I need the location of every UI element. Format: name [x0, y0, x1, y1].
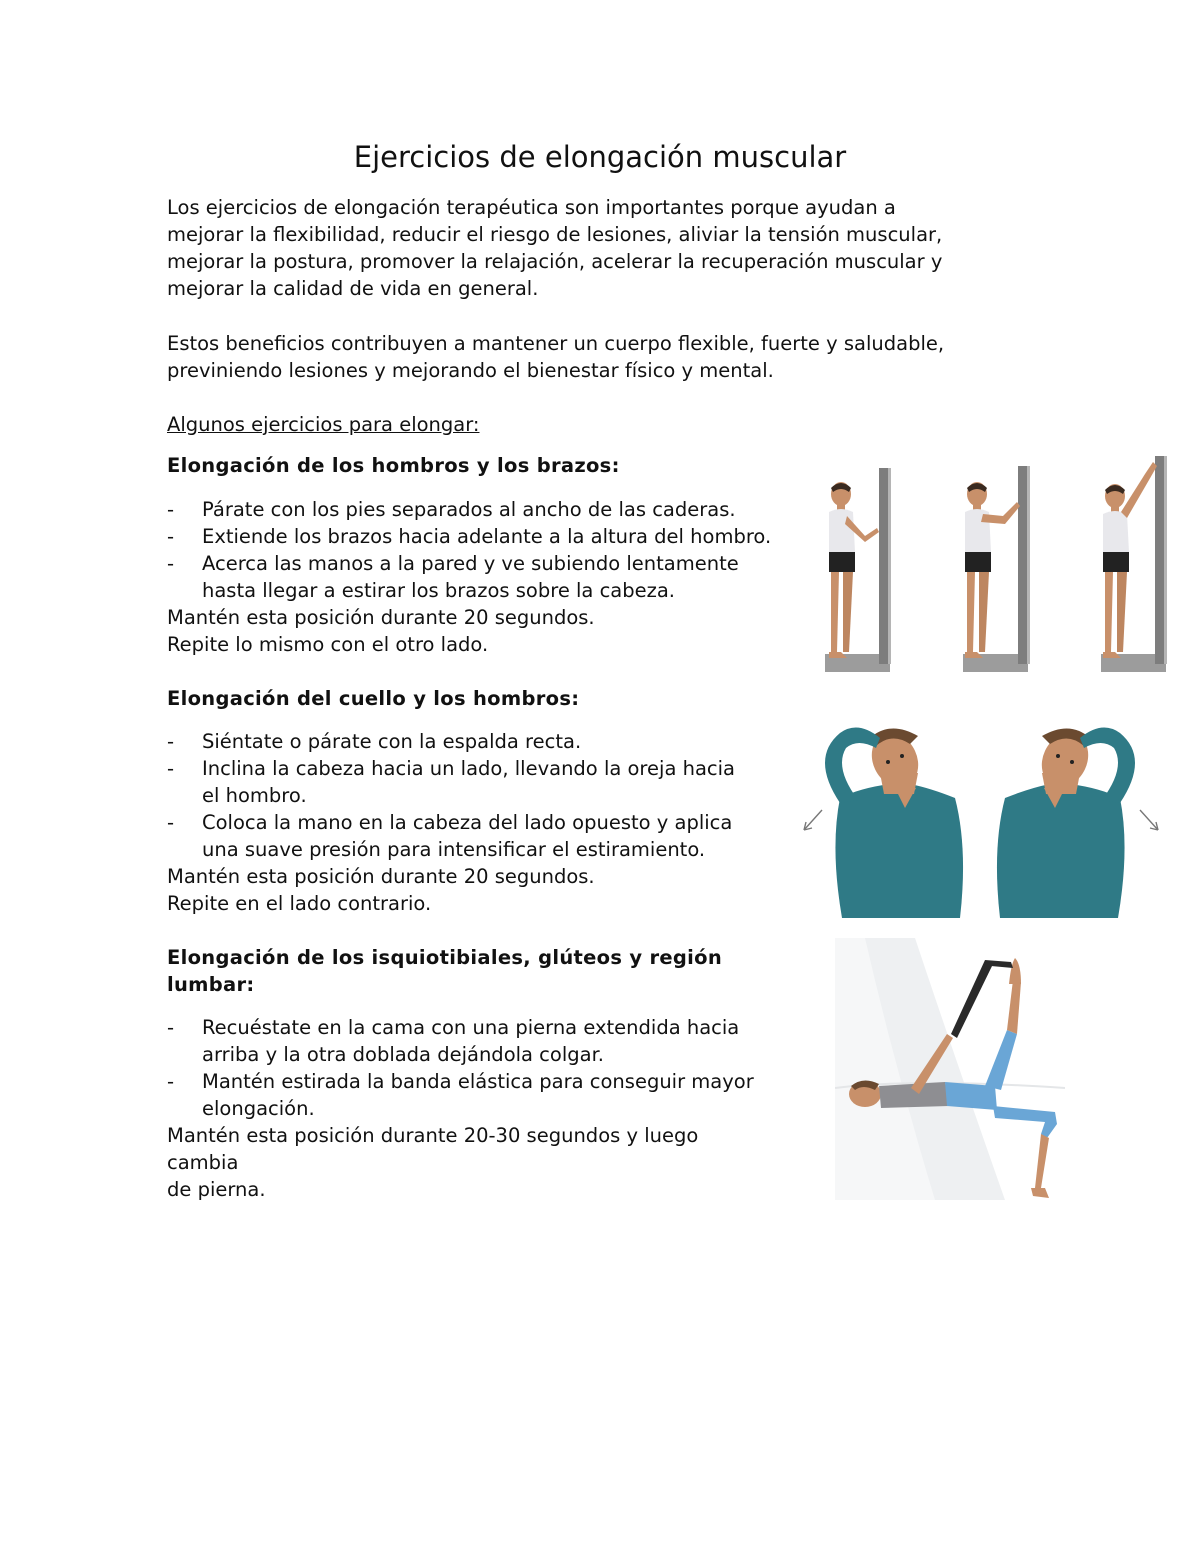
step-text: Párate con los pies separados al ancho de las caderas. [202, 498, 736, 521]
bullet-dash: - [167, 730, 175, 753]
step-text: elongación. [202, 1097, 315, 1120]
steps-list-neck-shoulders [167, 728, 735, 863]
heading-line: Elongación de los isquiotibiales, glúteos y región [167, 946, 723, 969]
intro-line: mejorar la calidad de vida en general. [167, 277, 539, 300]
wall-stretch-figure-3 [1101, 456, 1167, 672]
section-heading-neck-shoulders: Elongación del cuello y los hombros: [167, 687, 580, 710]
intro-line: Los ejercicios de elongación terapéutica son importantes porque ayudan a [167, 196, 896, 219]
neck-stretch-figure-right [997, 725, 1135, 918]
neck-stretch-figure-left [825, 725, 963, 918]
section-heading-shoulders-arms: Elongación de los hombros y los brazos: [167, 454, 620, 477]
list-item [167, 809, 735, 863]
after-line: Repite lo mismo con el otro lado. [167, 633, 489, 656]
bullet-dash: - [167, 525, 175, 548]
step-text: Recuéstate en la cama con una pierna extendida hacia [202, 1016, 740, 1039]
intro-paragraph-1 [167, 194, 1047, 302]
after-line: Mantén esta posición durante 20 segundos. [167, 865, 595, 888]
wall-stretch-figure-2 [963, 466, 1030, 672]
step-text: el hombro. [202, 784, 307, 807]
after-line: de pierna. [167, 1178, 266, 1201]
step-text: Extiende los brazos hacia adelante a la altura del hombro. [202, 525, 772, 548]
bullet-dash: - [167, 1070, 175, 1093]
step-text: Mantén estirada la banda elástica para conseguir mayor [202, 1070, 754, 1093]
list-item [167, 550, 771, 604]
list-item [167, 523, 771, 550]
step-text: Siéntate o párate con la espalda recta. [202, 730, 582, 753]
step-text: Inclina la cabeza hacia un lado, llevando la oreja hacia [202, 757, 735, 780]
step-text: una suave presión para intensificar el estiramiento. [202, 838, 706, 861]
after-line: Repite en el lado contrario. [167, 892, 432, 915]
step-text: Acerca las manos a la pared y ve subiendo lentamente [202, 552, 739, 575]
hold-instruction [167, 863, 595, 917]
step-text: hasta llegar a estirar los brazos sobre la cabeza. [202, 579, 676, 602]
bullet-dash: - [167, 757, 175, 780]
heading-line: lumbar: [167, 973, 255, 996]
after-line: cambia [167, 1151, 239, 1174]
steps-list-shoulders-arms [167, 496, 771, 604]
intro-line: mejorar la flexibilidad, reducir el riesgo de lesiones, aliviar la tensión muscular, [167, 223, 943, 246]
hamstring-stretch-illustration [835, 938, 1065, 1200]
list-item [167, 755, 735, 809]
list-item [167, 728, 735, 755]
step-text: arriba y la otra doblada dejándola colgar. [202, 1043, 605, 1066]
intro-paragraph-2 [167, 330, 1047, 384]
wall-stretch-illustration [815, 452, 1170, 677]
neck-stretch-illustration [800, 718, 1165, 923]
hold-instruction [167, 1122, 698, 1203]
section-heading-hamstrings [167, 944, 722, 998]
hold-instruction [167, 604, 595, 658]
list-item [167, 496, 771, 523]
intro-line: Estos beneficios contribuyen a mantener un cuerpo flexible, fuerte y saludable, [167, 332, 945, 355]
list-item [167, 1068, 754, 1122]
bullet-dash: - [167, 1016, 175, 1039]
step-text: Coloca la mano en la cabeza del lado opuesto y aplica [202, 811, 733, 834]
intro-line: previniendo lesiones y mejorando el bienestar físico y mental. [167, 359, 774, 382]
bullet-dash: - [167, 552, 175, 575]
intro-line: mejorar la postura, promover la relajación, acelerar la recuperación muscular y [167, 250, 943, 273]
bullet-dash: - [167, 498, 175, 521]
after-line: Mantén esta posición durante 20-30 segundos y luego [167, 1124, 699, 1147]
wall-stretch-figure-1 [825, 468, 891, 672]
list-item [167, 1014, 754, 1068]
exercises-lead: Algunos ejercicios para elongar: [167, 413, 480, 436]
bullet-dash: - [167, 811, 175, 834]
after-line: Mantén esta posición durante 20 segundos. [167, 606, 595, 629]
page-title: Ejercicios de elongación muscular [353, 140, 847, 174]
steps-list-hamstrings [167, 1014, 754, 1122]
